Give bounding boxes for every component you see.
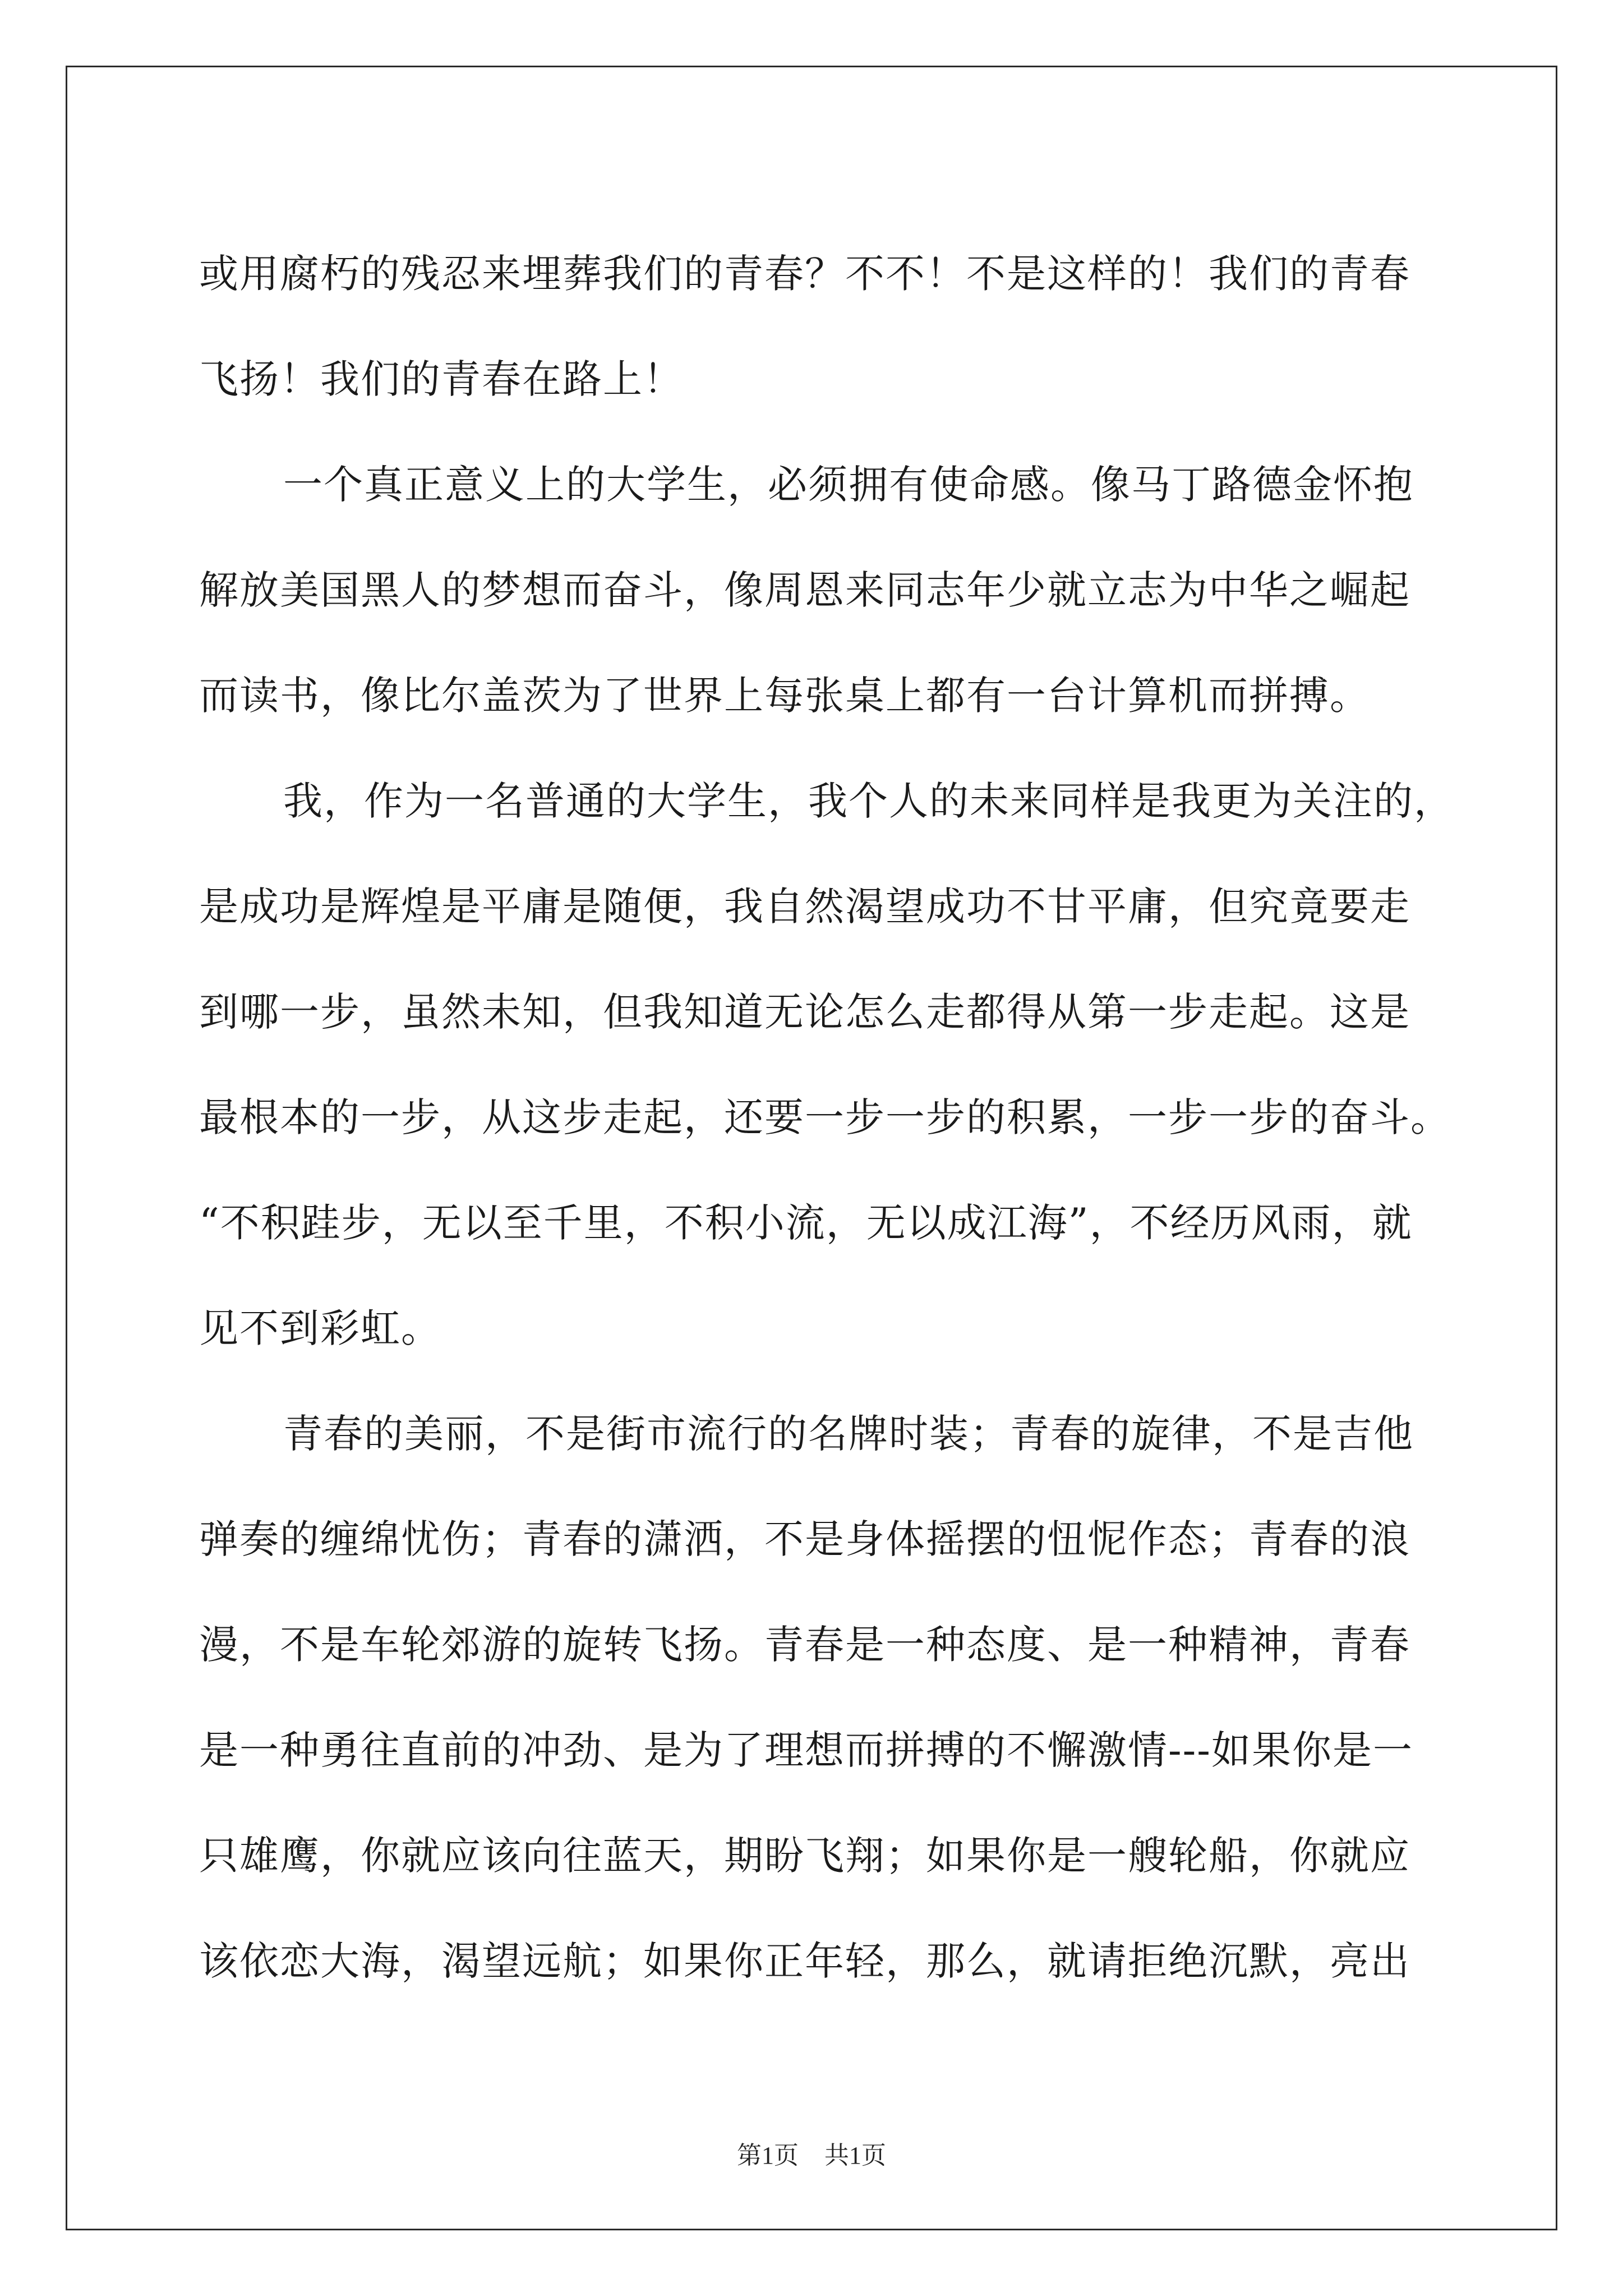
text-line: 弹奏的缠绵忧伤；青春的潇洒，不是身体摇摆的忸怩作态；青春的浪 <box>199 1516 1410 1562</box>
text-line: 该依恋大海，渴望远航；如果你正年轻，那么，就请拒绝沉默，亮出 <box>199 1938 1410 1984</box>
text-line: 见不到彩虹。 <box>199 1305 441 1351</box>
text-line: “不积跬步，无以至千里，不积小流，无以成江海”，不经历风雨，就 <box>199 1199 1413 1246</box>
text-line: 飞扬！我们的青春在路上！ <box>199 356 684 402</box>
text-line: 是成功是辉煌是平庸是随便，我自然渴望成功不甘平庸，但究竟要走 <box>199 883 1410 930</box>
document-body <box>199 218 1454 2010</box>
page-number: 第1页 <box>737 2142 799 2169</box>
text-line: 或用腐朽的残忍来埋葬我们的青春？不不！不是这样的！我们的青春 <box>199 250 1410 297</box>
text-line: 是一种勇往直前的冲劲、是为了理想而拼搏的不懈激情---如果你是一 <box>199 1727 1413 1773</box>
text-line: 漫，不是车轮郊游的旋转飞扬。青春是一种态度、是一种精神，青春 <box>199 1621 1410 1668</box>
text-line: 一个真正意义上的大学生，必须拥有使命感。像马丁路德金怀抱 <box>283 461 1414 508</box>
text-line: 到哪一步，虽然未知，但我知道无论怎么走都得从第一步走起。这是 <box>199 988 1410 1035</box>
text-line: 青春的美丽，不是街市流行的名牌时装；青春的旋律，不是吉他 <box>283 1410 1414 1457</box>
page-total: 共1页 <box>824 2142 886 2169</box>
page-footer <box>0 2135 1623 2171</box>
text-line: 我，作为一名普通的大学生，我个人的未来同样是我更为关注的， <box>283 777 1454 824</box>
text-line: 解放美国黑人的梦想而奋斗，像周恩来同志年少就立志为中华之崛起 <box>199 567 1410 613</box>
text-line: 只雄鹰，你就应该向往蓝天，期盼飞翔；如果你是一艘轮船，你就应 <box>199 1832 1410 1879</box>
text-line: 而读书，像比尔盖茨为了世界上每张桌上都有一台计算机而拼搏。 <box>199 672 1370 719</box>
text-line: 最根本的一步，从这步走起，还要一步一步的积累，一步一步的奋斗。 <box>199 1094 1451 1140</box>
